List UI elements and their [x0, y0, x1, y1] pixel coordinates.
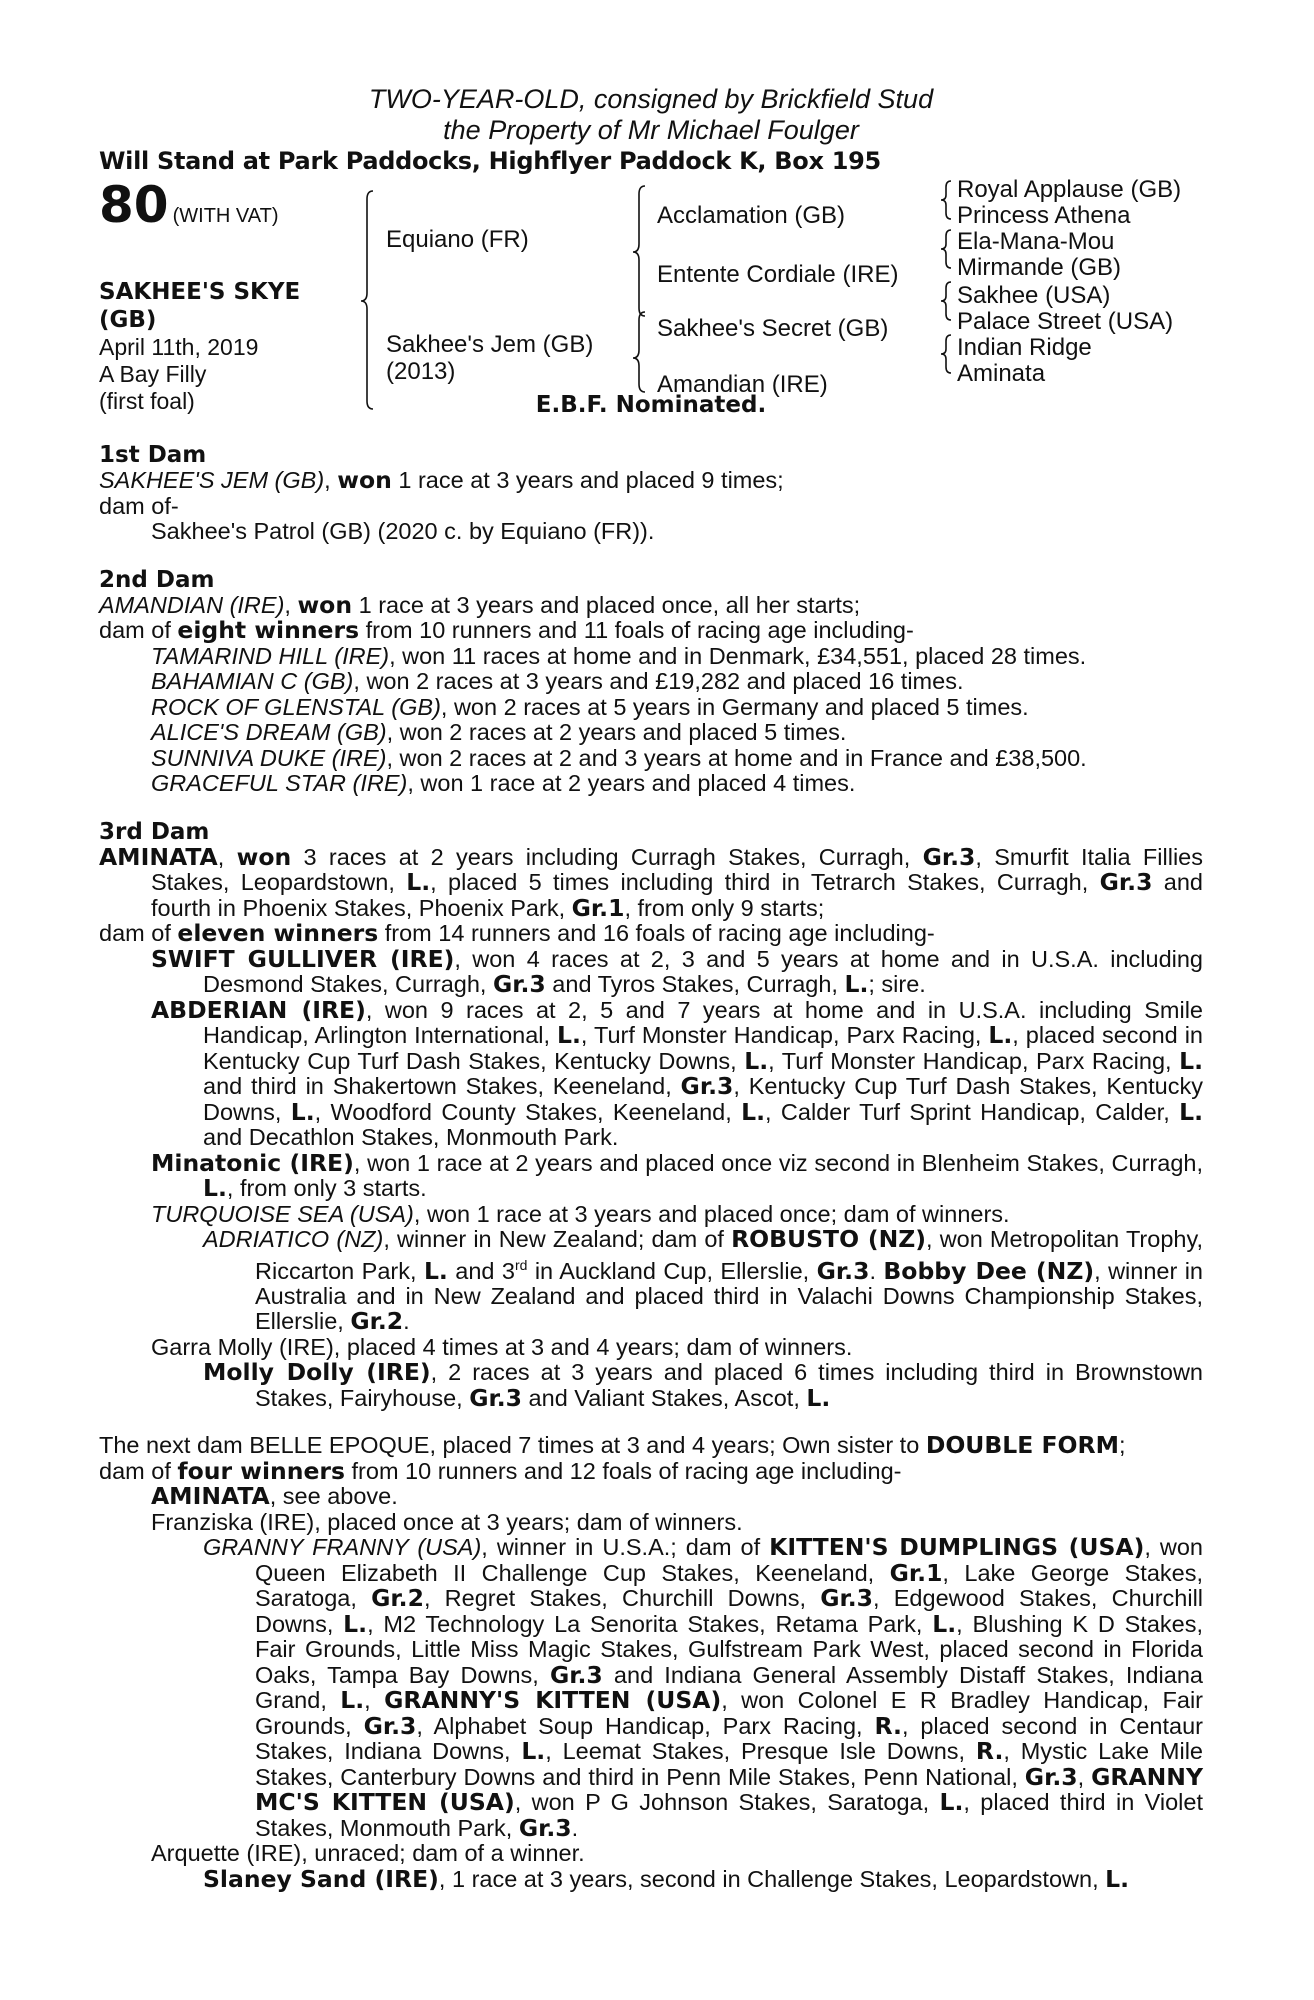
text-run: R.: [874, 1711, 902, 1740]
produce-garra-molly: [99, 1335, 1203, 1361]
intro-text: dam of: [99, 617, 178, 643]
winners-count: eight winners: [177, 616, 360, 644]
produce-item: [99, 644, 1203, 670]
first-dam-section: [99, 442, 1203, 545]
produce-name: GRACEFUL STAR (IRE): [151, 770, 408, 796]
produce-item: [99, 669, 1203, 695]
lot-summary: [99, 176, 1203, 418]
third-dam-record: [99, 842, 1203, 922]
pedigree-sds: Ela-Mana-Mou: [957, 228, 1115, 255]
next-dam-record: [99, 1433, 1203, 1459]
text-run: DOUBLE FORM: [925, 1431, 1120, 1460]
produce-item: [99, 746, 1203, 772]
second-dam-record: AMANDIAN (IRE), won 1 race at 3 years and placed once, all her starts;: [99, 590, 861, 619]
lot-number: 80: [99, 176, 169, 234]
text-run: Gr.3: [1024, 1762, 1078, 1791]
produce-name: TAMARIND HILL (IRE): [151, 642, 390, 669]
text-run: Gr.1: [889, 1558, 943, 1587]
text-run: , M2 Technology La Senorita Stakes, Retama Park,: [367, 1610, 933, 1637]
text-run: L.: [203, 1174, 227, 1202]
first-dam-record: SAKHEE'S JEM (GB), won 1 race at 3 years and placed 9 times;: [99, 466, 784, 494]
bracket-sd: [941, 230, 951, 268]
text-run: KITTEN'S DUMPLINGS (USA): [769, 1533, 1145, 1562]
text-run: L.: [521, 1737, 546, 1766]
second-dam-won: won: [297, 590, 353, 619]
text-run: and Decathlon Stakes, Monmouth Park.: [203, 1124, 619, 1150]
text-run: Gr.3: [1099, 868, 1153, 896]
text-run: from 10 runners and 12 foals of racing age including-: [345, 1457, 902, 1484]
produce-granny-franny: [99, 1535, 1203, 1841]
pedigree-dam-year: (2013): [386, 358, 456, 385]
next-dam-produce-intro: [99, 1456, 1203, 1485]
first-dam-name: SAKHEE'S JEM (GB): [99, 467, 325, 493]
text-run: Gr.3: [816, 1256, 870, 1285]
text-run: L.: [806, 1383, 831, 1412]
text-run: , placed second in Kentucky Cup Turf Dash Stakes, Kentucky Downs,: [203, 1022, 1203, 1074]
second-dam-name: AMANDIAN (IRE): [99, 591, 285, 618]
text-run: and 3: [447, 1257, 515, 1284]
pedigree-dam-dam: Amandian (IRE): [657, 371, 828, 398]
text-run: GRANNY MC'S KITTEN (USA): [255, 1762, 1203, 1817]
produce-name: ROCK OF GLENSTAL (GB): [151, 693, 441, 720]
text-run: L.: [939, 1788, 964, 1817]
text-run: TURQUOISE SEA (USA): [151, 1200, 414, 1227]
text-run: L.: [1105, 1864, 1130, 1893]
text-run: .: [869, 1257, 884, 1284]
text-run: Gr.1: [571, 893, 625, 922]
foal-note: (first foal): [99, 388, 195, 414]
text-run: , Lake George Stakes, Saratoga,: [255, 1559, 1203, 1612]
text-run: Gr.3: [492, 970, 546, 998]
text-run: Gr.2: [371, 1584, 424, 1613]
text-run: AMINATA: [151, 1482, 270, 1511]
text-run: Gr.3: [680, 1072, 734, 1100]
catalogue-page: [99, 84, 1203, 1892]
text-run: ,: [364, 1687, 385, 1714]
text-run: , see above.: [269, 1483, 398, 1510]
text-run: and Indiana General Assembly Distaff Stakes, Indiana Grand,: [255, 1661, 1203, 1714]
produce-record: , won 2 races at 3 years and £19,282 and placed 16 times.: [353, 668, 964, 694]
intro-rest: from 10 runners and 11 foals of racing age including-: [359, 617, 914, 643]
second-dam-section: [99, 567, 1203, 797]
third-dam-produce-intro: [99, 921, 1203, 947]
text-run: rd: [514, 1256, 528, 1273]
text-run: ; sire.: [868, 971, 926, 997]
text-run: Arquette (IRE), unraced; dam of a winner.: [151, 1840, 585, 1867]
pedigree-dsd: Palace Street (USA): [957, 308, 1174, 335]
text-run: L.: [932, 1609, 957, 1638]
pedigree-dss: Sakhee (USA): [957, 282, 1111, 309]
vat-label: (WITH VAT): [172, 205, 279, 227]
text-run: Molly Dolly (IRE): [203, 1358, 431, 1387]
text-run: eleven winners: [177, 919, 379, 947]
text-run: L.: [406, 868, 431, 896]
pedigree-ssd: Princess Athena: [957, 202, 1131, 229]
text-run: dam of: [99, 920, 178, 946]
text-run: , won 4 races at 2, 3 and 5 years at home and in U.S.A. including Desmond Stakes, Curragh,: [203, 945, 1204, 997]
consignor-line: TWO-YEAR-OLD, consigned by Brickfield Stud: [368, 84, 934, 114]
text-run: L.: [744, 1046, 769, 1075]
produce-record: , won 1 race at 2 years and placed 4 times.: [407, 770, 856, 796]
text-run: L.: [343, 1609, 368, 1638]
produce-slaney-sand: [99, 1864, 1203, 1893]
first-dam-summary: 1 race at 3 years and placed 9 times;: [391, 467, 784, 493]
pedigree-sire-dam: Entente Cordiale (IRE): [657, 261, 899, 288]
text-run: from 14 runners and 16 foals of racing age including-: [378, 920, 935, 946]
text-run: , won Metropolitan Trophy, Riccarton Park,: [255, 1226, 1204, 1284]
pedigree-sdd: Mirmande (GB): [957, 254, 1122, 281]
text-run: Gr.3: [820, 1584, 874, 1613]
second-dam-produce-intro: [99, 618, 1203, 644]
ebf-note: E.B.F. Nominated.: [535, 392, 767, 418]
text-run: , Mystic Lake Mile Stakes, Canterbury Downs and third in Penn Mile Stakes, Penn National,: [255, 1738, 1203, 1790]
text-run: 3 races at 2 years including Curragh Stakes, Curragh,: [291, 843, 923, 870]
text-run: , won Colonel E R Bradley Handicap, Fair Grounds,: [255, 1687, 1203, 1739]
text-run: , placed second in Centaur Stakes, Indiana Downs,: [255, 1712, 1203, 1765]
produce-arquette: [99, 1841, 1203, 1867]
text-run: ,: [217, 843, 237, 870]
pedigree-dam-sire: Sakhee's Secret (GB): [657, 315, 889, 342]
text-run: , 1 race at 3 years, second in Challenge Stakes, Leopardstown,: [438, 1865, 1106, 1892]
produce-item: [99, 771, 1203, 797]
second-dam-produce-list: [99, 644, 1203, 797]
text-run: ;: [1119, 1432, 1126, 1459]
bracket-ss: [941, 181, 951, 219]
produce-turquoise-sea: [99, 1202, 1203, 1228]
text-run: and third in Shakertown Stakes, Keeneland,: [203, 1073, 681, 1099]
text-run: , placed third in Violet Stakes, Monmouth Park,: [255, 1789, 1203, 1841]
produce-minatonic: [99, 1148, 1203, 1202]
text-run: L.: [557, 1021, 581, 1049]
text-run: Gr.3: [518, 1813, 572, 1842]
bracket-ds: [941, 282, 951, 320]
first-dam-won: won: [337, 466, 392, 494]
text-run: GRANNY'S KITTEN (USA): [384, 1686, 722, 1715]
text-run: .: [403, 1308, 410, 1335]
text-run: , won 9 races at 2, 5 and 7 years at home and in U.S.A. including Smile Handicap, Arlington International,: [203, 996, 1203, 1048]
text-run: .: [571, 1814, 579, 1841]
third-dam-section: [99, 819, 1203, 1412]
text-run: Garra Molly (IRE), placed 4 times at 3 and 4 years; dam of winners.: [151, 1333, 853, 1360]
text-run: , 2 races at 3 years and placed 6 times including third in Brownstown Stakes, Fairyhouse,: [255, 1359, 1203, 1411]
text-run: dam of: [99, 1457, 178, 1484]
pedigree-sire: Equiano (FR): [386, 226, 529, 253]
produce-name: BAHAMIAN C (GB): [151, 668, 354, 694]
text-run: , Turf Monster Handicap, Parx Racing,: [580, 1022, 989, 1048]
text-run: SWIFT GULLIVER (IRE): [151, 944, 455, 973]
text-run: , Smurfit Italia Fillies Stakes, Leopardstown,: [151, 843, 1203, 895]
text-run: L.: [741, 1097, 766, 1126]
text-run: , Alphabet Soup Handicap, Parx Racing,: [416, 1712, 875, 1739]
third-dam-heading: 3rd Dam: [99, 818, 210, 845]
text-run: Gr.3: [363, 1711, 417, 1740]
text-run: ADRIATICO (NZ): [203, 1226, 384, 1252]
text-run: , Blushing K D Stakes, Fair Grounds, Little Miss Magic Stakes, Gulfstream Park West, placed second in Florida Oaks, Tampa Bay Downs,: [255, 1610, 1204, 1688]
text-run: , won P G Johnson Stakes, Saratoga,: [514, 1789, 940, 1816]
stand-location: Will Stand at Park Paddocks, Highflyer Paddock K, Box 195: [99, 147, 881, 175]
text-run: , won Queen Elizabeth II Challenge Cup Stakes, Keeneland,: [255, 1534, 1203, 1586]
text-run: and Valiant Stakes, Ascot,: [522, 1384, 807, 1411]
text-run: , Calder Turf Sprint Handicap, Calder,: [765, 1098, 1180, 1125]
bracket-dam: [633, 312, 645, 392]
text-run: , Turf Monster Handicap, Parx Racing,: [768, 1047, 1180, 1074]
text-run: , Woodford County Stakes, Keeneland,: [314, 1098, 742, 1125]
produce-item: [99, 720, 1203, 746]
text-run: Gr.3: [469, 1383, 523, 1412]
property-line: the Property of Mr Michael Foulger: [443, 115, 859, 145]
pedigree-dds: Indian Ridge: [957, 334, 1092, 361]
pedigree-sire-sire: Acclamation (GB): [657, 202, 846, 229]
first-dam-produce-intro: dam of-: [99, 492, 179, 519]
text-run: , from only 9 starts;: [624, 894, 825, 921]
first-dam-heading: 1st Dam: [99, 442, 207, 468]
pedigree-ddd: Aminata: [957, 360, 1046, 387]
text-run: AMINATA: [99, 842, 218, 871]
horse-description: A Bay Filly: [99, 361, 207, 387]
bracket-dd: [941, 335, 951, 373]
text-run: , winner in New Zealand; dam of: [383, 1226, 732, 1252]
first-dam-produce: Sakhee's Patrol (GB) (2020 c. by Equiano (FR)).: [151, 518, 655, 544]
produce-adriatico: [99, 1227, 1203, 1335]
text-run: Franziska (IRE), placed once at 3 years; dam of winners.: [151, 1508, 743, 1535]
second-dam-summary: 1 race at 3 years and placed once, all her starts;: [352, 591, 861, 618]
pedigree-dam: Sakhee's Jem (GB): [386, 331, 594, 358]
text-run: and Tyros Stakes, Curragh,: [545, 971, 845, 997]
text-run: , winner in Australia and in New Zealand and placed third in Valachi Downs Championship Stakes, Ellerslie,: [255, 1257, 1204, 1335]
text-run: , Leemat Stakes, Presque Isle Downs,: [545, 1738, 976, 1765]
horse-name: SAKHEE'S SKYE (GB): [99, 279, 301, 333]
text-run: Gr.3: [922, 842, 976, 871]
text-run: and fourth in Phoenix Stakes, Phoenix Park,: [151, 869, 1203, 921]
text-run: , placed 5 times including third in Tetrarch Stakes, Curragh,: [430, 869, 1100, 895]
produce-swift-gulliver: [99, 944, 1204, 998]
text-run: four winners: [177, 1456, 345, 1485]
text-run: The next dam BELLE EPOQUE, placed 7 times at 3 and 4 years; Own sister to: [99, 1432, 926, 1459]
text-run: L.: [340, 1686, 365, 1715]
text-run: , won 1 race at 2 years and placed once viz second in Blenheim Stakes, Curragh,: [353, 1149, 1203, 1176]
text-run: Gr.3: [549, 1660, 603, 1689]
text-run: Minatonic (IRE): [151, 1148, 354, 1177]
text-run: , Kentucky Cup Turf Dash Stakes, Kentucky Downs,: [203, 1073, 1203, 1125]
produce-item: [99, 695, 1203, 721]
text-run: L.: [423, 1256, 448, 1285]
bracket-sire: [633, 186, 645, 316]
pedigree-sss: Royal Applause (GB): [957, 176, 1182, 203]
text-run: ABDERIAN (IRE): [151, 995, 366, 1024]
foaling-date: April 11th, 2019: [99, 334, 259, 360]
next-dam-section: [99, 1433, 1203, 1892]
text-run: ROBUSTO (NZ): [731, 1225, 927, 1253]
produce-record: , won 2 races at 2 years and placed 5 times.: [386, 719, 847, 745]
text-run: L.: [1179, 1097, 1203, 1126]
produce-molly-dolly: [99, 1360, 1203, 1411]
produce-record: , won 11 races at home and in Denmark, £34,551, placed 28 times.: [389, 642, 1087, 669]
text-run: , won 1 race at 3 years and placed once; dam of winners.: [413, 1200, 1010, 1227]
text-run: R.: [975, 1737, 1004, 1766]
text-run: Bobby Dee (NZ): [883, 1256, 1095, 1285]
text-run: , winner in U.S.A.; dam of: [481, 1534, 770, 1561]
text-run: Slaney Sand (IRE): [203, 1864, 439, 1893]
second-dam-heading: 2nd Dam: [99, 566, 215, 593]
text-run: , from only 3 starts.: [226, 1175, 427, 1201]
text-run: Gr.2: [350, 1307, 404, 1336]
bracket-gen1: [361, 191, 373, 409]
produce-aminata: [99, 1484, 1203, 1510]
text-run: ,: [1077, 1763, 1092, 1790]
text-run: L.: [290, 1097, 315, 1126]
produce-name: ALICE'S DREAM (GB): [151, 719, 387, 745]
text-run: L.: [844, 970, 869, 998]
text-run: , Edgewood Stakes, Churchill Downs,: [255, 1585, 1204, 1637]
text-run: won: [236, 842, 292, 871]
text-run: L.: [988, 1021, 1013, 1049]
text-run: L.: [1179, 1046, 1203, 1075]
produce-franziska: [99, 1510, 1203, 1536]
text-run: GRANNY FRANNY (USA): [203, 1534, 482, 1561]
produce-record: , won 2 races at 2 and 3 years at home and in France and £38,500.: [386, 744, 1087, 771]
produce-name: SUNNIVA DUKE (IRE): [151, 744, 387, 771]
produce-record: , won 2 races at 5 years in Germany and placed 5 times.: [440, 693, 1029, 720]
text-run: in Auckland Cup, Ellerslie,: [527, 1257, 817, 1284]
text-run: , Regret Stakes, Churchill Downs,: [423, 1585, 821, 1612]
produce-abderian: [99, 995, 1203, 1151]
